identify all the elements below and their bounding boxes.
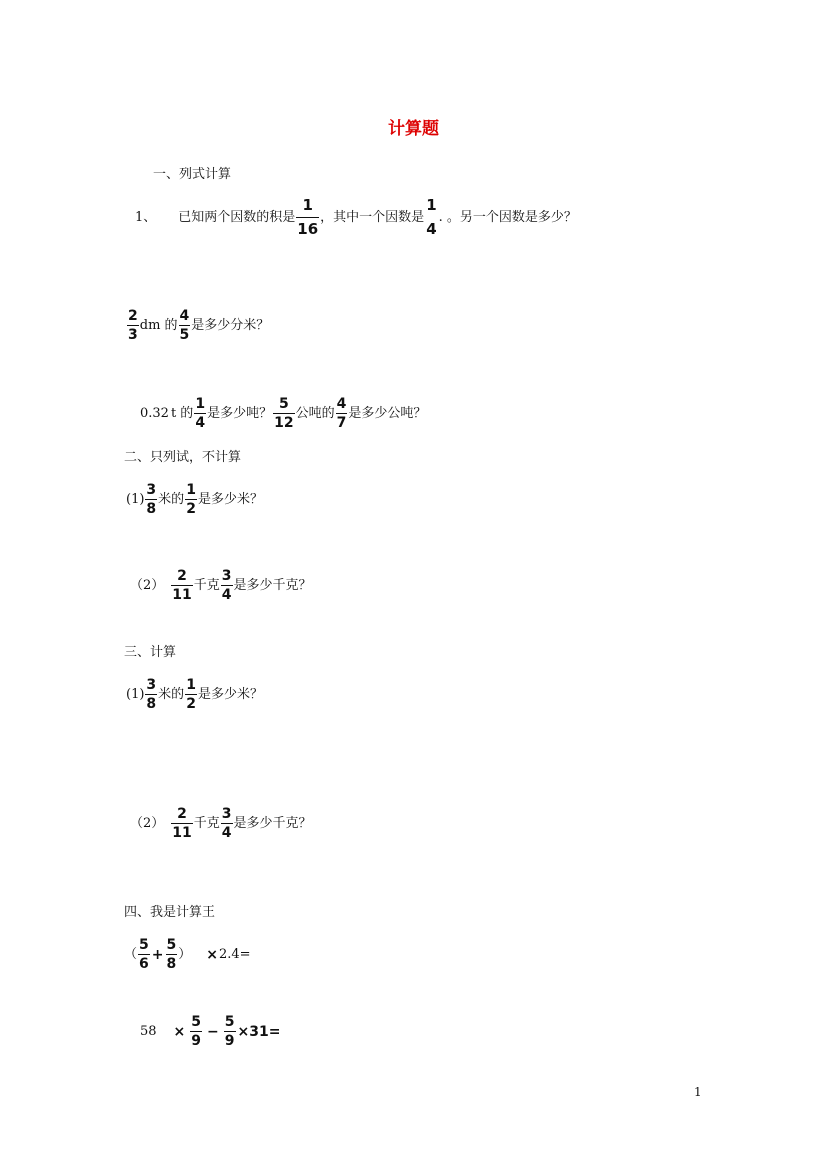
numerator: 3 [146, 482, 157, 498]
numerator: 1 [302, 196, 313, 214]
question-text: 是多少分米？ [191, 318, 270, 333]
section-4-heading [124, 906, 215, 919]
fraction-3-8 [145, 483, 157, 516]
denominator: 4 [426, 220, 437, 238]
section-1-heading-text: 一、列式计算 [153, 167, 232, 182]
numerator: 2 [177, 806, 187, 822]
numerator: 5 [224, 1014, 235, 1030]
s4-expression-1 [124, 938, 251, 971]
numerator: 1 [426, 196, 437, 214]
fraction-1-2 [185, 483, 197, 516]
numerator: 4 [336, 396, 347, 412]
s2-question-2 [130, 569, 312, 602]
denominator: 16 [297, 220, 319, 238]
question-text: 米的 [158, 687, 185, 702]
question-text: 是多少公吨？ [348, 406, 427, 421]
denominator: 8 [146, 501, 157, 517]
fraction-3-4 [221, 569, 233, 602]
page-title: 计算题 [388, 119, 439, 139]
denominator: 9 [191, 1033, 202, 1049]
denominator: 3 [128, 327, 138, 343]
question-number: （2） [130, 816, 165, 831]
question-text: . 。另一个因数是多少？ [438, 210, 577, 225]
minus-sign: − [207, 1023, 219, 1040]
fraction-2-11 [171, 569, 192, 602]
s3-question-1 [126, 678, 263, 711]
denominator: 8 [146, 696, 157, 712]
denominator: 2 [186, 501, 196, 517]
expression-number: 58 [140, 1024, 157, 1039]
denominator: 4 [221, 587, 232, 603]
close-paren: ） [178, 947, 192, 962]
numerator: 1 [186, 677, 196, 693]
numerator: 1 [195, 396, 206, 412]
s4-expression-2 [140, 1015, 281, 1048]
question-text: 米的 [158, 492, 185, 507]
question-text: 千克 [193, 816, 220, 831]
denominator: 7 [336, 415, 347, 431]
question-number: (1) [126, 687, 145, 702]
s3-question-2 [130, 807, 312, 840]
denominator: 4 [195, 415, 206, 431]
numerator: 2 [128, 308, 138, 324]
fraction-5-12 [273, 397, 294, 430]
numerator: 5 [139, 937, 149, 953]
fraction-1-2 [185, 678, 197, 711]
denominator: 11 [172, 587, 192, 603]
denominator: 2 [186, 696, 196, 712]
numerator: 4 [179, 308, 190, 324]
fraction-3-8 [145, 678, 157, 711]
numerator: 3 [221, 568, 232, 584]
question-text: 是多少吨？ [207, 406, 273, 421]
denominator: 12 [274, 415, 294, 431]
s1-question-2 [126, 309, 269, 342]
numerator: 5 [191, 1014, 202, 1030]
numerator: 2 [177, 568, 187, 584]
expression-rest: 2.4= [219, 947, 251, 962]
question-text: 是多少米？ [197, 492, 263, 507]
fraction-5-9 [224, 1015, 236, 1048]
page-number: 1 [694, 1085, 702, 1099]
question-text: 千克 [193, 578, 220, 593]
question-text: 0.32 [140, 406, 169, 421]
fraction-5-6 [138, 938, 150, 971]
question-number: 1、 [135, 210, 157, 225]
fraction-3-4 [221, 807, 233, 840]
s1-question-1 [135, 198, 577, 237]
section-2-heading [124, 451, 241, 464]
open-paren: （ [124, 947, 138, 962]
question-text: dm 的 [139, 318, 178, 333]
fraction-2-11 [171, 807, 192, 840]
denominator: 8 [166, 956, 177, 972]
numerator: 1 [186, 482, 196, 498]
section-1-heading [153, 168, 231, 181]
numerator: 5 [278, 396, 289, 412]
question-text: t 的 [170, 406, 194, 421]
denominator: 6 [139, 956, 149, 972]
question-text: 公吨的 [295, 406, 335, 421]
fraction-1-4 [425, 198, 437, 237]
denominator: 5 [179, 327, 190, 343]
question-text: 是多少米？ [197, 687, 263, 702]
fraction-5-8 [166, 938, 178, 971]
fraction-2-3 [127, 309, 139, 342]
section-4-heading-text: 四、我是计算王 [124, 905, 216, 920]
denominator: 11 [172, 825, 192, 841]
question-text: 是多少千克？ [233, 578, 312, 593]
fraction-1-16 [296, 198, 319, 237]
section-2-heading-text: 二、只列试，不计算 [124, 450, 242, 465]
question-text: 是多少千克？ [233, 816, 312, 831]
s1-question-3 [140, 397, 426, 430]
numerator: 3 [221, 806, 232, 822]
section-3-heading-text: 三、计算 [124, 645, 177, 660]
section-3-heading [124, 646, 176, 659]
question-text: ，其中一个因数是 [320, 210, 425, 225]
numerator: 5 [166, 937, 177, 953]
fraction-1-4 [194, 397, 206, 430]
denominator: 4 [221, 825, 232, 841]
question-number: (1) [126, 492, 145, 507]
numerator: 3 [146, 677, 157, 693]
plus-sign: + [151, 946, 164, 963]
times-sign: × [206, 946, 218, 963]
fraction-4-5 [179, 309, 191, 342]
s2-question-1 [126, 483, 263, 516]
times-31-equals: ×31= [237, 1023, 281, 1040]
denominator: 9 [224, 1033, 235, 1049]
question-text: 已知两个因数的积是 [178, 210, 296, 225]
question-number: （2） [130, 578, 165, 593]
times-sign: × [173, 1023, 186, 1040]
fraction-5-9 [190, 1015, 202, 1048]
fraction-4-7 [336, 397, 348, 430]
